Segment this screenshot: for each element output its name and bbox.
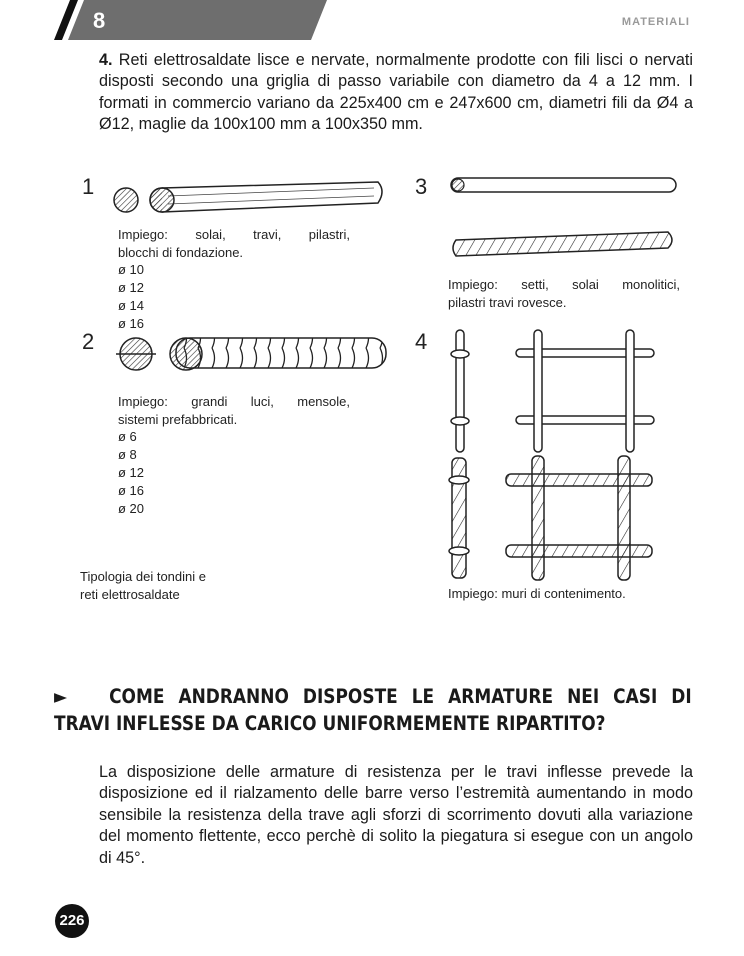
question-line-1-text: COME ANDRANNO DISPOSTE LE ARMATURE NEI CASI DI xyxy=(109,685,692,708)
diameter-item: ø 12 xyxy=(118,280,145,295)
ribbed-bar-drawing xyxy=(116,338,386,370)
twisted-bar-drawing xyxy=(453,232,672,256)
question-line-1 xyxy=(54,683,692,710)
smooth-mesh-drawing xyxy=(451,330,654,452)
page-number: 226 xyxy=(55,904,89,938)
diameter-item: ø 6 xyxy=(118,429,137,444)
answer-paragraph: La disposizione delle armature di resistenza per le travi inflesse prevede la disposizione ed il rialzamento delle barre verso l’estremità aumentando in modo sensibile la resistenza della trave agli sforzi di scorrimento dovuti alla variazione del momento flettente, ecco perchè di solito la piegatura si esegue con un angolo di 45°. xyxy=(99,763,693,867)
diameters-type-2 xyxy=(118,428,144,518)
usage-type-4: Impiego: muri di contenimento. xyxy=(448,586,626,601)
diameters-type-1 xyxy=(118,261,144,333)
figure-caption-line-1: Tipologia dei tondini e xyxy=(80,569,206,584)
plain-long-bar-drawing xyxy=(451,178,676,192)
smooth-bar-drawing xyxy=(114,182,382,212)
ribbed-mesh-drawing xyxy=(449,456,652,580)
rebar-figure xyxy=(56,168,706,613)
triangle-marker-icon: ► xyxy=(54,685,68,708)
diameter-item: ø 8 xyxy=(118,447,137,462)
chapter-number: 8 xyxy=(93,8,106,33)
diameter-item: ø 14 xyxy=(118,298,145,313)
figure-caption-line-2: reti elettrosaldate xyxy=(80,586,180,602)
diameter-item: ø 16 xyxy=(118,316,145,331)
intro-paragraph xyxy=(99,50,693,136)
question-heading xyxy=(54,683,692,737)
usage-type-1: Impiego: solai, travi, pilastri, xyxy=(118,227,350,242)
figure-number-4: 4 xyxy=(415,329,428,354)
usage-type-2: Impiego: grandi luci, mensole, xyxy=(118,394,350,409)
section-label: MATERIALI xyxy=(621,16,690,28)
figure-number-3: 3 xyxy=(415,174,428,199)
usage-type-2-cont: sistemi prefabbricati. xyxy=(118,412,238,427)
item-number: 4. xyxy=(99,51,113,69)
usage-type-3: Impiego: setti, solai monolitici, xyxy=(448,277,680,292)
question-line-2: TRAVI INFLESSE DA CARICO UNIFORMEMENTE RIPARTITO? xyxy=(54,712,606,735)
usage-type-3-cont: pilastri travi rovesce. xyxy=(448,295,567,310)
diameter-item: ø 10 xyxy=(118,262,145,277)
diameter-item: ø 20 xyxy=(118,501,145,516)
figure-caption xyxy=(80,568,206,603)
diameter-item: ø 12 xyxy=(118,465,145,480)
figure-number-1: 1 xyxy=(82,174,95,199)
usage-type-1-cont: blocchi di fondazione. xyxy=(118,245,244,260)
figure-number-2: 2 xyxy=(82,329,95,354)
diameter-item: ø 16 xyxy=(118,483,145,498)
intro-text: Reti elettrosaldate lisce e nervate, normalmente prodotte con fili lisci o nervati disposti secondo una griglia di passo variabile con diametro da 4 a 12 mm. I formati in commercio variano da 225x400 cm e 247x600 cm, diametri fili da Ø4 a Ø12, maglie da 100x100 mm a 100x350 mm. xyxy=(99,51,693,134)
